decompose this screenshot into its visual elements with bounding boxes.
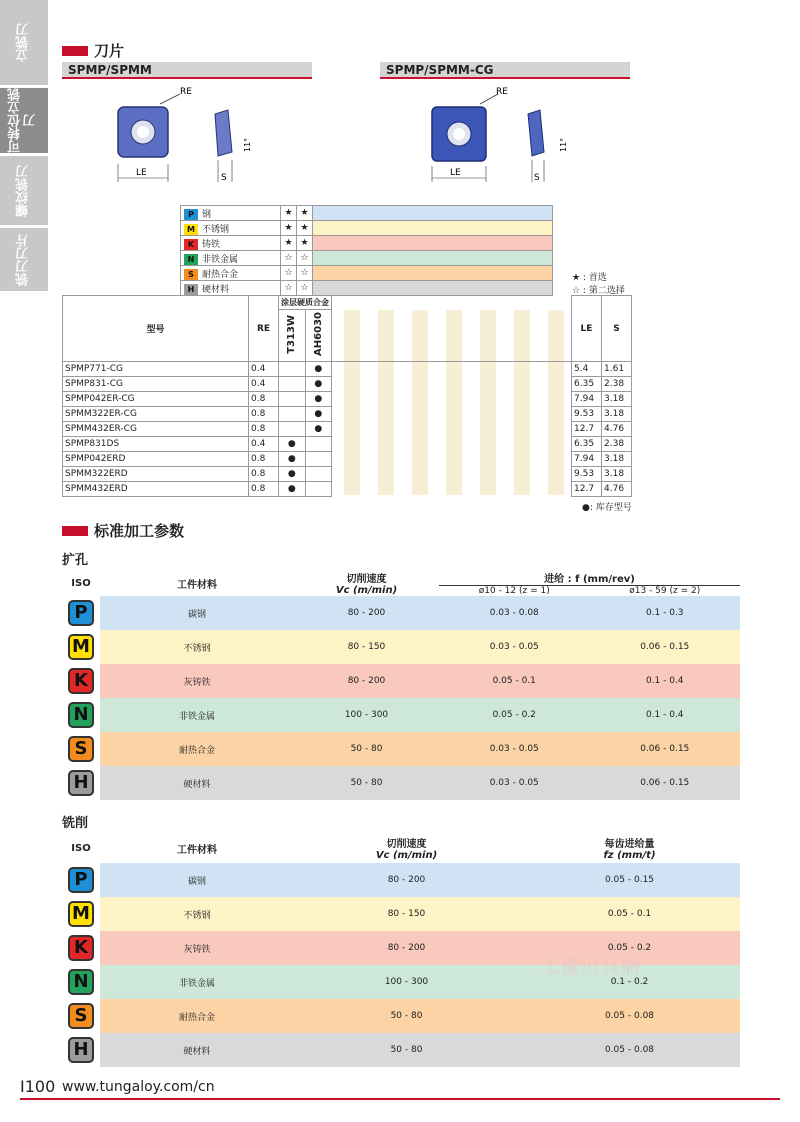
inserts-section-title (62, 40, 124, 61)
s-label: S (221, 173, 227, 183)
iso-badge: K (68, 935, 94, 961)
side-tab-label: 可转位立铣刀 (8, 88, 38, 153)
le-cell: 6.35 (572, 377, 602, 392)
title-bar (62, 46, 88, 56)
re-cell: 0.8 (249, 467, 279, 482)
legend-t313w: ☆ (281, 266, 297, 281)
speed-cell: 80 - 150 (387, 909, 426, 919)
legend-material-cell (181, 281, 281, 296)
le-cell: 9.53 (572, 467, 602, 482)
iso-cell (62, 931, 100, 965)
re-cell: 0.4 (249, 377, 279, 392)
iso-badge: S (68, 736, 94, 762)
iso-badge: H (68, 770, 94, 796)
legend-color-band (313, 221, 553, 236)
speed-cell: 100 - 300 (344, 710, 389, 720)
speed-unit: Vc (m/min) (375, 850, 438, 861)
param-row (62, 630, 740, 664)
watermark: 工量刃具網 (540, 954, 640, 978)
material-cell: 非铁金属 (178, 711, 215, 722)
grade2-cell: ● (305, 362, 332, 377)
model-cell: SPMP831DS (63, 437, 249, 452)
le-cell: 7.94 (572, 452, 602, 467)
legend-material: 钢 (202, 209, 212, 220)
feed2-header: ø13 - 59 (z = 2) (629, 586, 701, 596)
grade-legend-table (180, 205, 553, 296)
legend-color-band (313, 236, 553, 251)
grade-t313w: T313W (286, 314, 298, 354)
f1-cell: 0.03 - 0.08 (489, 608, 539, 618)
side-tab-label: 螺纹铣刀 (15, 164, 31, 217)
s-cell: 3.18 (602, 452, 632, 467)
grade2-cell (305, 452, 332, 467)
legend-t313w: ★ (281, 221, 297, 236)
params-section-title (62, 520, 184, 541)
page-number: I100 (20, 1077, 56, 1096)
feed-header: 每齿进给量 (604, 839, 655, 850)
s-cell: 4.76 (602, 422, 632, 437)
grade2-cell: ● (305, 407, 332, 422)
le-label: LE (136, 168, 147, 178)
legend-color-band (313, 251, 553, 266)
legend-material: 不锈钢 (202, 224, 230, 235)
grade1-cell (279, 377, 306, 392)
material-cell: 灰铸铁 (183, 944, 211, 955)
spacer-cell (332, 377, 572, 392)
iso-badge: K (68, 668, 94, 694)
speed-cell: 80 - 200 (387, 875, 426, 885)
spacer-cell (332, 437, 572, 452)
feed1-header: ø10 - 12 (z = 1) (478, 586, 550, 596)
legend-t313w: ★ (281, 236, 297, 251)
speed-cell: 50 - 80 (350, 744, 383, 754)
s-cell: 2.38 (602, 377, 632, 392)
model-cell: SPMM432ERD (63, 482, 249, 497)
spacer-cell (332, 407, 572, 422)
fz-cell: 0.1 - 0.2 (610, 977, 649, 987)
table-row (63, 377, 632, 392)
legend-t313w: ☆ (281, 251, 297, 266)
speed-cell: 50 - 80 (350, 778, 383, 788)
param-row (62, 732, 740, 766)
title-bar (62, 526, 88, 536)
model-cell: SPMP042ER-CG (63, 392, 249, 407)
spacer-cell (332, 467, 572, 482)
spacer-header (332, 296, 572, 362)
side-tab-endmill[interactable] (0, 0, 48, 88)
iso-badge: M (184, 224, 198, 235)
grade1-cell: ● (279, 437, 306, 452)
re-header: RE (249, 296, 279, 362)
re-cell: 0.4 (249, 362, 279, 377)
fz-cell: 0.05 - 0.1 (607, 909, 652, 919)
s-cell: 3.18 (602, 407, 632, 422)
legend-ah6030: ☆ (297, 266, 313, 281)
legend-t313w: ☆ (281, 281, 297, 296)
iso-cell (62, 965, 100, 999)
legend-material-cell (181, 236, 281, 251)
legend-row (181, 221, 553, 236)
f1-cell: 0.05 - 0.1 (492, 676, 536, 686)
legend-material: 非铁金属 (202, 254, 239, 265)
re-cell: 0.4 (249, 437, 279, 452)
legend-material: 硬材料 (202, 284, 230, 295)
legend-color-band (313, 281, 553, 296)
feed-unit: fz (mm/t) (603, 850, 656, 861)
re-cell: 0.8 (249, 422, 279, 437)
table-row (63, 362, 632, 377)
speed-cell: 80 - 200 (347, 608, 386, 618)
iso-cell (62, 766, 100, 800)
legend-ah6030: ☆ (297, 251, 313, 266)
legend-material-cell (181, 221, 281, 236)
f2-cell: 0.1 - 0.3 (645, 608, 684, 618)
angle-label: 11° (243, 137, 252, 152)
material-cell: 耐热合金 (178, 1012, 215, 1023)
param-row (62, 698, 740, 732)
param-row (62, 766, 740, 800)
fz-cell: 0.05 - 0.08 (604, 1011, 655, 1021)
iso-cell (62, 863, 100, 897)
re-label: RE (180, 87, 192, 97)
legend-row (181, 281, 553, 296)
le-label-2: LE (450, 168, 461, 178)
iso-badge: M (68, 901, 94, 927)
material-header: 工件材料 (177, 579, 217, 591)
param-row (62, 999, 740, 1033)
speed-cell: 50 - 80 (390, 1045, 423, 1055)
spacer-cell (332, 482, 572, 497)
model-cell: SPMM322ER-CG (63, 407, 249, 422)
iso-cell (62, 664, 100, 698)
side-tab-thread[interactable] (0, 156, 48, 228)
iso-header: ISO (71, 577, 91, 589)
fz-cell: 0.05 - 0.15 (604, 875, 655, 885)
grade-ah6030: AH6030 (312, 312, 324, 356)
iso-badge: P (68, 600, 94, 626)
re-cell: 0.8 (249, 452, 279, 467)
iso-badge: H (184, 284, 198, 295)
spmp-cg-header: SPMP/SPMM-CG (380, 62, 630, 79)
le-cell: 12.7 (572, 482, 602, 497)
boring-label: 扩孔 (62, 553, 89, 568)
model-cell: SPMP771-CG (63, 362, 249, 377)
iso-header: ISO (71, 842, 91, 854)
material-cell: 碳钢 (187, 609, 206, 620)
legend-row (181, 236, 553, 251)
spacer-cell (332, 452, 572, 467)
title-text: 刀片 (94, 42, 125, 60)
speed-unit: Vc (m/min) (335, 585, 398, 596)
legend-ah6030: ★ (297, 236, 313, 251)
f2-cell: 0.06 - 0.15 (640, 744, 690, 754)
spacer-cell (332, 362, 572, 377)
grade1-cell (279, 407, 306, 422)
grade1-cell: ● (279, 467, 306, 482)
material-cell: 耐热合金 (178, 745, 215, 756)
title-text: 标准加工参数 (94, 522, 185, 540)
re-cell: 0.8 (249, 407, 279, 422)
le-cell: 9.53 (572, 407, 602, 422)
grade2-cell (305, 467, 332, 482)
feed-header: 进给 : f (mm/rev) (439, 570, 740, 586)
iso-cell (62, 596, 100, 630)
iso-badge: P (68, 867, 94, 893)
speed-cell: 50 - 80 (390, 1011, 423, 1021)
table-row (63, 437, 632, 452)
s-cell: 1.61 (602, 362, 632, 377)
s-cell: 2.38 (602, 437, 632, 452)
iso-badge: N (68, 969, 94, 995)
model-cell: SPMM322ERD (63, 467, 249, 482)
param-row (62, 863, 740, 897)
angle-label-2: 11° (559, 137, 568, 152)
iso-cell (62, 732, 100, 766)
iso-cell (62, 698, 100, 732)
legend-material-cell (181, 266, 281, 281)
legend-material: 铸铁 (202, 239, 221, 250)
le-cell: 7.94 (572, 392, 602, 407)
iso-badge: S (184, 269, 198, 280)
grade1-cell: ● (279, 482, 306, 497)
iso-badge: N (184, 254, 198, 265)
speed-cell: 80 - 200 (387, 943, 426, 953)
table-row (63, 422, 632, 437)
le-cell: 5.4 (572, 362, 602, 377)
material-cell: 不锈钢 (183, 643, 211, 654)
s-cell: 3.18 (602, 392, 632, 407)
param-row (62, 596, 740, 630)
param-row (62, 664, 740, 698)
re-cell: 0.8 (249, 392, 279, 407)
second-choice-note: ☆ : 第二选择 (572, 286, 625, 296)
legend-t313w: ★ (281, 206, 297, 221)
legend-row (181, 266, 553, 281)
side-tab-insert[interactable] (0, 228, 48, 294)
speed-cell: 80 - 200 (347, 676, 386, 686)
material-cell: 碳钢 (187, 876, 206, 887)
legend-ah6030: ☆ (297, 281, 313, 296)
model-cell: SPMP831-CG (63, 377, 249, 392)
grade2-cell (305, 437, 332, 452)
stock-note: ●: 库存型号 (582, 503, 632, 513)
legend-row (181, 206, 553, 221)
grade2-cell (305, 482, 332, 497)
legend-ah6030: ★ (297, 206, 313, 221)
f1-cell: 0.03 - 0.05 (489, 778, 539, 788)
spacer-cell (332, 392, 572, 407)
website-link[interactable]: www.tungaloy.com/cn (62, 1079, 215, 1095)
fz-cell: 0.05 - 0.08 (604, 1045, 655, 1055)
iso-cell (62, 630, 100, 664)
legend-material: 耐热合金 (202, 269, 239, 280)
re-cell: 0.8 (249, 482, 279, 497)
boring-param-table (62, 570, 740, 800)
le-cell: 6.35 (572, 437, 602, 452)
f1-cell: 0.05 - 0.2 (492, 710, 536, 720)
grade1-cell (279, 362, 306, 377)
grade1-cell (279, 392, 306, 407)
f2-cell: 0.1 - 0.4 (645, 710, 684, 720)
material-cell: 不锈钢 (183, 910, 211, 921)
iso-badge: N (68, 702, 94, 728)
legend-row (181, 251, 553, 266)
material-cell: 灰铸铁 (183, 677, 211, 688)
speed-header: 切削速度 (346, 574, 387, 585)
s-cell: 4.76 (602, 482, 632, 497)
grade2-cell: ● (305, 392, 332, 407)
s-cell: 3.18 (602, 467, 632, 482)
iso-cell (62, 1033, 100, 1067)
legend-color-band (313, 266, 553, 281)
speed-header: 切削速度 (386, 839, 427, 850)
le-header: LE (572, 296, 602, 362)
f2-cell: 0.1 - 0.4 (645, 676, 684, 686)
grade2-cell: ● (305, 422, 332, 437)
f1-cell: 0.03 - 0.05 (489, 744, 539, 754)
iso-cell (62, 999, 100, 1033)
le-cell: 12.7 (572, 422, 602, 437)
model-cell: SPMM432ER-CG (63, 422, 249, 437)
table-row (63, 452, 632, 467)
first-choice-note: ★ : 首选 (572, 273, 607, 283)
param-row (62, 1033, 740, 1067)
legend-color-band (313, 206, 553, 221)
spmp-header: SPMP/SPMM (62, 62, 312, 79)
s-label-2: S (534, 173, 540, 183)
insert-model-table (62, 295, 632, 497)
f2-cell: 0.06 - 0.15 (640, 642, 690, 652)
iso-badge: K (184, 239, 198, 250)
grade2-cell: ● (305, 377, 332, 392)
speed-cell: 80 - 150 (347, 642, 386, 652)
f2-cell: 0.06 - 0.15 (640, 778, 690, 788)
insert-diagram-right (420, 82, 600, 192)
legend-material-cell (181, 251, 281, 266)
grade1-cell: ● (279, 452, 306, 467)
speed-cell: 100 - 300 (384, 977, 429, 987)
insert-diagram-left (100, 82, 280, 192)
s-header: S (602, 296, 632, 362)
table-row (63, 392, 632, 407)
iso-cell (62, 897, 100, 931)
iso-badge: P (184, 209, 198, 220)
table-row (63, 467, 632, 482)
param-row (62, 897, 740, 931)
material-cell: 硬材料 (183, 1046, 211, 1057)
milling-label: 铣削 (62, 816, 89, 831)
side-tab-indexable[interactable] (0, 88, 48, 156)
table-row (63, 407, 632, 422)
coated-header: 涂层硬质合金 (279, 296, 332, 310)
f1-cell: 0.03 - 0.05 (489, 642, 539, 652)
model-cell: SPMP042ERD (63, 452, 249, 467)
side-tab-label: 立铣刀 (15, 23, 31, 62)
legend-ah6030: ★ (297, 221, 313, 236)
side-tab-label: 铣刀刀片 (15, 233, 31, 286)
material-cell: 硬材料 (183, 779, 211, 790)
iso-badge: M (68, 634, 94, 660)
iso-badge: S (68, 1003, 94, 1029)
grade1-cell (279, 422, 306, 437)
legend-material-cell (181, 206, 281, 221)
fz-cell: 0.05 - 0.2 (607, 943, 652, 953)
material-cell: 非铁金属 (178, 978, 215, 989)
spacer-cell (332, 422, 572, 437)
re-label-2: RE (496, 87, 508, 97)
table-row (63, 482, 632, 497)
model-header: 型号 (63, 296, 249, 362)
material-header: 工件材料 (177, 844, 217, 856)
iso-badge: H (68, 1037, 94, 1063)
footer-rule (20, 1098, 780, 1100)
